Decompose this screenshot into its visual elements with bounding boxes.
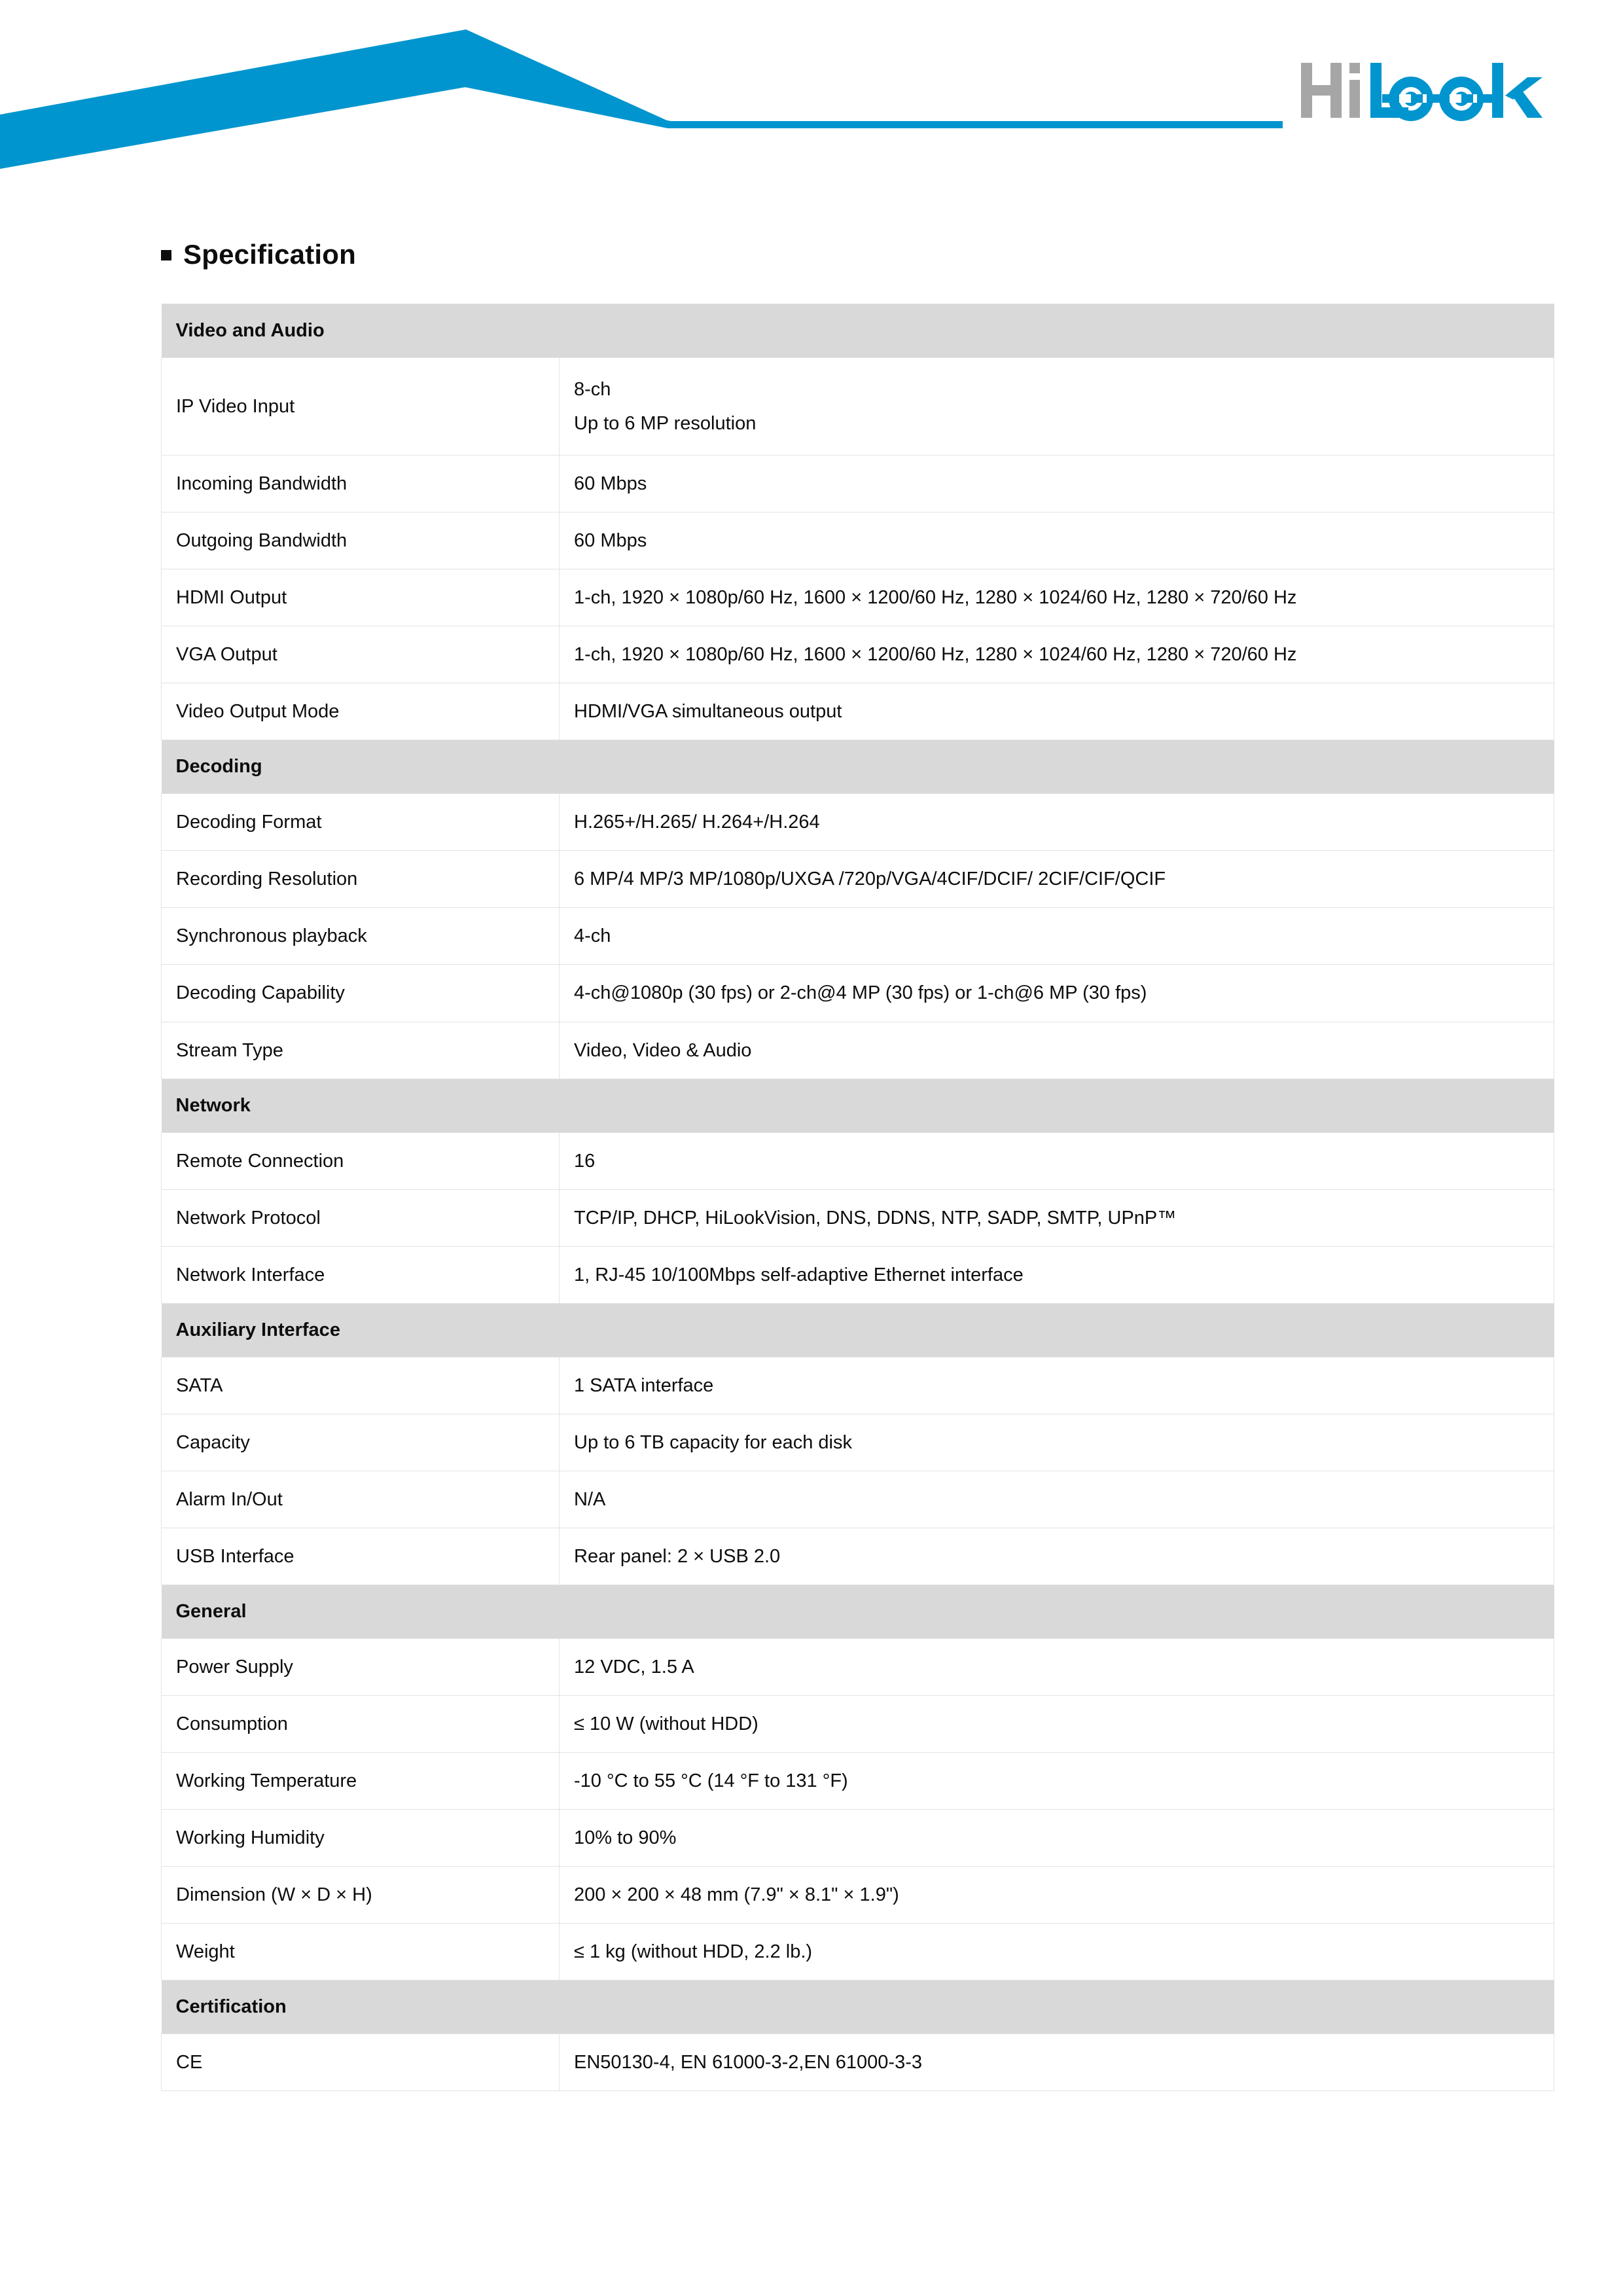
table-cell-label: Incoming Bandwidth [162,456,560,512]
table-cell-value: 1-ch, 1920 × 1080p/60 Hz, 1600 × 1200/60 Hz, 1280 × 1024/60 Hz, 1280 × 720/60 Hz [560,626,1554,683]
table-group-label: General [162,1585,1554,1638]
table-cell-value [560,358,1554,456]
table-cell-value: 1-ch, 1920 × 1080p/60 Hz, 1600 × 1200/60 Hz, 1280 × 1024/60 Hz, 1280 × 720/60 Hz [560,569,1554,626]
table-cell-value: 200 × 200 × 48 mm (7.9" × 8.1" × 1.9") [560,1867,1554,1924]
table-row [162,1246,1554,1303]
table-row [162,965,1554,1022]
table-row [162,851,1554,908]
table-group-row [162,1303,1554,1357]
table-cell-value: 4-ch@1080p (30 fps) or 2-ch@4 MP (30 fps) or 1-ch@6 MP (30 fps) [560,965,1554,1022]
table-row [162,908,1554,965]
table-cell-label: HDMI Output [162,569,560,626]
table-cell-value: EN50130-4, EN 61000-3-2,EN 61000-3-3 [560,2034,1554,2091]
specification-table [161,304,1554,2091]
table-cell-value: ≤ 10 W (without HDD) [560,1695,1554,1752]
table-cell-label: USB Interface [162,1528,560,1585]
table-group-row [162,740,1554,794]
value-line: Up to 6 MP resolution [574,413,757,435]
square-bullet-icon [161,250,171,260]
table-row [162,512,1554,569]
table-row [162,1022,1554,1079]
table-row [162,683,1554,740]
table-group-label: Decoding [162,740,1554,794]
table-cell-label: Stream Type [162,1022,560,1079]
table-row [162,456,1554,512]
table-cell-label: Decoding Capability [162,965,560,1022]
page-header [0,0,1623,216]
table-row [162,1810,1554,1867]
table-cell-label: VGA Output [162,626,560,683]
table-cell-value: 6 MP/4 MP/3 MP/1080p/UXGA /720p/VGA/4CIF/DCIF/ 2CIF/CIF/QCIF [560,851,1554,908]
table-row [162,626,1554,683]
table-cell-label: IP Video Input [162,358,560,456]
table-cell-label: Network Interface [162,1246,560,1303]
table-cell-value: Video, Video & Audio [560,1022,1554,1079]
table-cell-value: TCP/IP, DHCP, HiLookVision, DNS, DDNS, NTP, SADP, SMTP, UPnP™ [560,1189,1554,1246]
table-cell-value: 60 Mbps [560,512,1554,569]
value-line-group [574,372,1539,440]
table-cell-value: ≤ 1 kg (without HDD, 2.2 lb.) [560,1924,1554,1981]
table-cell-label: Weight [162,1924,560,1981]
table-cell-label: Consumption [162,1695,560,1752]
table-cell-label: Working Humidity [162,1810,560,1867]
table-cell-label: Dimension (W × D × H) [162,1867,560,1924]
table-cell-value: N/A [560,1471,1554,1528]
table-cell-value: 1 SATA interface [560,1357,1554,1414]
value-line: 8-ch [574,379,611,400]
table-cell-label: Working Temperature [162,1752,560,1809]
table-cell-label: Remote Connection [162,1132,560,1189]
table-cell-value: HDMI/VGA simultaneous output [560,683,1554,740]
table-group-row [162,1079,1554,1132]
page-title: Specification [183,239,356,270]
table-row [162,1695,1554,1752]
table-group-row [162,1981,1554,2034]
table-row [162,569,1554,626]
table-cell-label: Power Supply [162,1638,560,1695]
table-group-label: Network [162,1079,1554,1132]
table-cell-value: 10% to 90% [560,1810,1554,1867]
table-cell-label: Video Output Mode [162,683,560,740]
table-cell-label: Capacity [162,1414,560,1471]
hilook-logo [1297,51,1572,130]
table-row [162,1752,1554,1809]
table-cell-value: H.265+/H.265/ H.264+/H.264 [560,794,1554,851]
table-row [162,1924,1554,1981]
table-group-label: Auxiliary Interface [162,1303,1554,1357]
table-cell-label: Recording Resolution [162,851,560,908]
table-cell-label: Synchronous playback [162,908,560,965]
table-group-row [162,304,1554,358]
table-row [162,1528,1554,1585]
table-row [162,1357,1554,1414]
table-row [162,1867,1554,1924]
table-row [162,2034,1554,2091]
table-cell-value: 4-ch [560,908,1554,965]
section-title-row [161,241,356,268]
table-cell-label: Alarm In/Out [162,1471,560,1528]
table-row [162,1638,1554,1695]
table-row [162,358,1554,456]
table-row [162,794,1554,851]
table-row [162,1471,1554,1528]
header-chevron-graphic [0,0,1283,170]
table-row [162,1132,1554,1189]
table-cell-label: Network Protocol [162,1189,560,1246]
table-cell-label: Outgoing Bandwidth [162,512,560,569]
table-cell-value: 16 [560,1132,1554,1189]
table-cell-value: Rear panel: 2 × USB 2.0 [560,1528,1554,1585]
table-cell-label: CE [162,2034,560,2091]
table-row [162,1414,1554,1471]
table-cell-label: Decoding Format [162,794,560,851]
table-cell-value: 12 VDC, 1.5 A [560,1638,1554,1695]
table-cell-value: 1, RJ-45 10/100Mbps self-adaptive Ethernet interface [560,1246,1554,1303]
table-group-label: Video and Audio [162,304,1554,358]
table-row [162,1189,1554,1246]
table-cell-value: -10 °C to 55 °C (14 °F to 131 °F) [560,1752,1554,1809]
table-cell-value: Up to 6 TB capacity for each disk [560,1414,1554,1471]
table-group-label: Certification [162,1981,1554,2034]
table-group-row [162,1585,1554,1638]
table-cell-label: SATA [162,1357,560,1414]
table-cell-value: 60 Mbps [560,456,1554,512]
